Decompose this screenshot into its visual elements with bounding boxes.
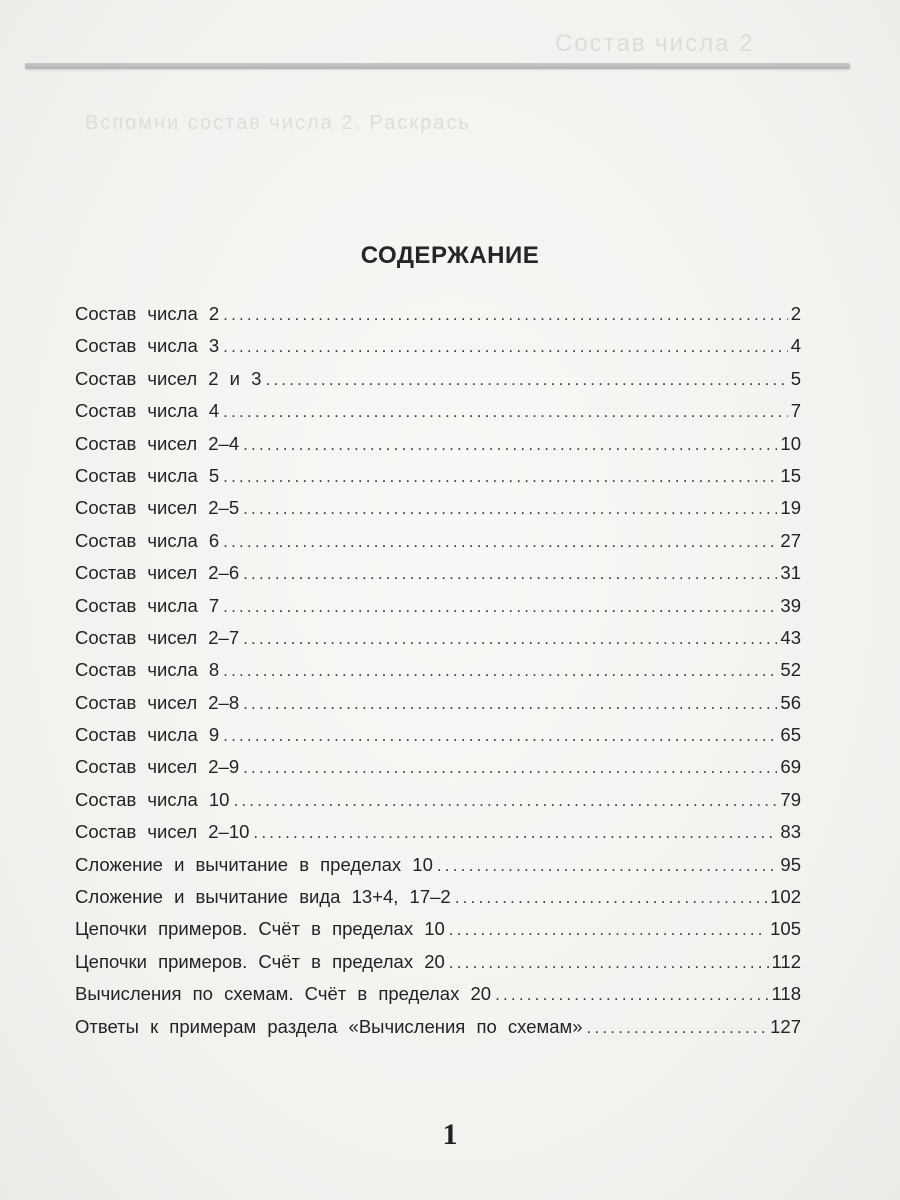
- toc-entry-label: Состав чисел 2–10: [75, 821, 250, 843]
- toc-entry-label: Состав числа 5: [75, 464, 220, 486]
- toc-entry-label: Состав числа 9: [75, 724, 220, 746]
- toc-dot-leader: [223, 331, 788, 363]
- toc-entry-label: Цепочки примеров. Счёт в пределах 10: [75, 918, 445, 940]
- toc-entry: [75, 525, 801, 557]
- toc-entry: [75, 622, 801, 654]
- toc-entry-page: 7: [790, 400, 801, 422]
- toc-dot-leader: [587, 1012, 768, 1044]
- toc-entry-label: Цепочки примеров. Счёт в пределах 20: [75, 950, 445, 972]
- toc-entry-label: Состав числа 4: [75, 400, 220, 422]
- toc-entry-label: Сложение и вычитание в пределах 10: [75, 853, 433, 875]
- toc-entry-page: 83: [780, 821, 801, 843]
- toc-dot-leader: [455, 882, 767, 914]
- toc-entry-page: 65: [780, 724, 801, 746]
- toc-entry-label: Состав числа 2: [75, 303, 220, 324]
- page-number: 1: [442, 1118, 458, 1151]
- toc-entry: [75, 751, 801, 783]
- toc-entry: [75, 849, 801, 881]
- toc-dot-leader: [437, 850, 778, 882]
- toc-entry-page: 127: [770, 1015, 801, 1037]
- toc-entry-label: Состав числа 10: [75, 788, 230, 810]
- toc-entry-label: Состав числа 7: [75, 594, 220, 616]
- toc-entry-label: Состав чисел 2–7: [75, 626, 240, 648]
- toc-entry-label: Состав чисел 2–8: [75, 691, 240, 713]
- toc-entry: [75, 363, 801, 395]
- toc-entry: [75, 881, 801, 913]
- toc-dot-leader: [223, 396, 788, 428]
- toc-entry-label: Состав числа 3: [75, 335, 220, 357]
- toc-entry: [75, 1011, 801, 1043]
- toc-entry-label: Состав чисел 2–5: [75, 497, 240, 519]
- toc-entry-page: 5: [790, 367, 801, 389]
- toc-entry-page: 27: [780, 529, 801, 551]
- toc-entry: [75, 784, 801, 816]
- toc-entry-label: Состав чисел 2–6: [75, 562, 240, 584]
- toc-entry-label: Состав чисел 2–4: [75, 432, 240, 454]
- toc-dot-leader: [243, 623, 777, 655]
- toc-entry-page: 15: [780, 464, 801, 486]
- toc-entry: [75, 654, 801, 686]
- toc-dot-leader: [243, 558, 777, 590]
- toc-entry: [75, 946, 801, 978]
- toc-entry-label: Состав числа 8: [75, 659, 220, 681]
- bleed-through-heading: Состав числа 2: [555, 30, 755, 57]
- table-of-contents: [75, 298, 801, 1043]
- toc-entry-page: 112: [771, 950, 801, 972]
- toc-dot-leader: [243, 752, 777, 784]
- toc-entry-page: 43: [780, 626, 801, 648]
- toc-entry: [75, 687, 801, 719]
- toc-entry-page: 4: [790, 335, 801, 357]
- toc-dot-leader: [223, 720, 777, 752]
- toc-entry-page: 31: [780, 562, 801, 584]
- toc-entry: [75, 913, 801, 945]
- toc-entry: [75, 395, 801, 427]
- toc-entry-page: 52: [780, 659, 801, 681]
- toc-entry: [75, 978, 801, 1010]
- toc-dot-leader: [223, 299, 788, 331]
- toc-dot-leader: [243, 429, 777, 461]
- toc-entry-label: Состав числа 6: [75, 529, 220, 551]
- toc-entry-page: 102: [770, 886, 801, 908]
- toc-entry-page: 105: [770, 918, 801, 940]
- toc-entry: [75, 557, 801, 589]
- toc-entry-page: 95: [780, 853, 801, 875]
- toc-entry-label: Состав чисел 2 и 3: [75, 367, 262, 389]
- toc-dot-leader: [449, 914, 767, 946]
- toc-entry: [75, 428, 801, 460]
- toc-entry-page: 39: [780, 594, 801, 616]
- toc-title: СОДЕРЖАНИЕ: [360, 242, 540, 269]
- toc-entry: [75, 816, 801, 848]
- toc-entry-page: 79: [780, 788, 801, 810]
- toc-entry-label: Ответы к примерам раздела «Вычисления по схемам»: [75, 1015, 583, 1037]
- toc-entry: [75, 298, 801, 330]
- toc-dot-leader: [449, 947, 769, 979]
- toc-entry-page: 10: [780, 432, 801, 454]
- toc-dot-leader: [223, 655, 777, 687]
- toc-dot-leader: [495, 979, 768, 1011]
- toc-dot-leader: [253, 817, 777, 849]
- toc-entry-label: Состав чисел 2–9: [75, 756, 240, 778]
- top-rule: [25, 63, 850, 69]
- toc-entry-page: 118: [771, 983, 801, 1005]
- toc-entry-page: 2: [790, 303, 801, 324]
- toc-entry-page: 19: [780, 497, 801, 519]
- toc-entry: [75, 330, 801, 362]
- toc-dot-leader: [223, 526, 777, 558]
- bleed-through-text: Вспомни состав числа 2. Раскрась: [85, 112, 471, 134]
- toc-entry-label: Сложение и вычитание вида 13+4, 17–2: [75, 886, 451, 908]
- toc-entry-page: 56: [780, 691, 801, 713]
- toc-entry: [75, 460, 801, 492]
- toc-entry: [75, 719, 801, 751]
- toc-entry: [75, 492, 801, 524]
- toc-dot-leader: [223, 591, 777, 623]
- toc-dot-leader: [243, 688, 777, 720]
- toc-entry-label: Вычисления по схемам. Счёт в пределах 20: [75, 983, 492, 1005]
- toc-entry: [75, 590, 801, 622]
- toc-dot-leader: [223, 461, 777, 493]
- toc-dot-leader: [243, 493, 777, 525]
- toc-entry-page: 69: [780, 756, 801, 778]
- toc-dot-leader: [265, 364, 787, 396]
- toc-dot-leader: [233, 785, 777, 817]
